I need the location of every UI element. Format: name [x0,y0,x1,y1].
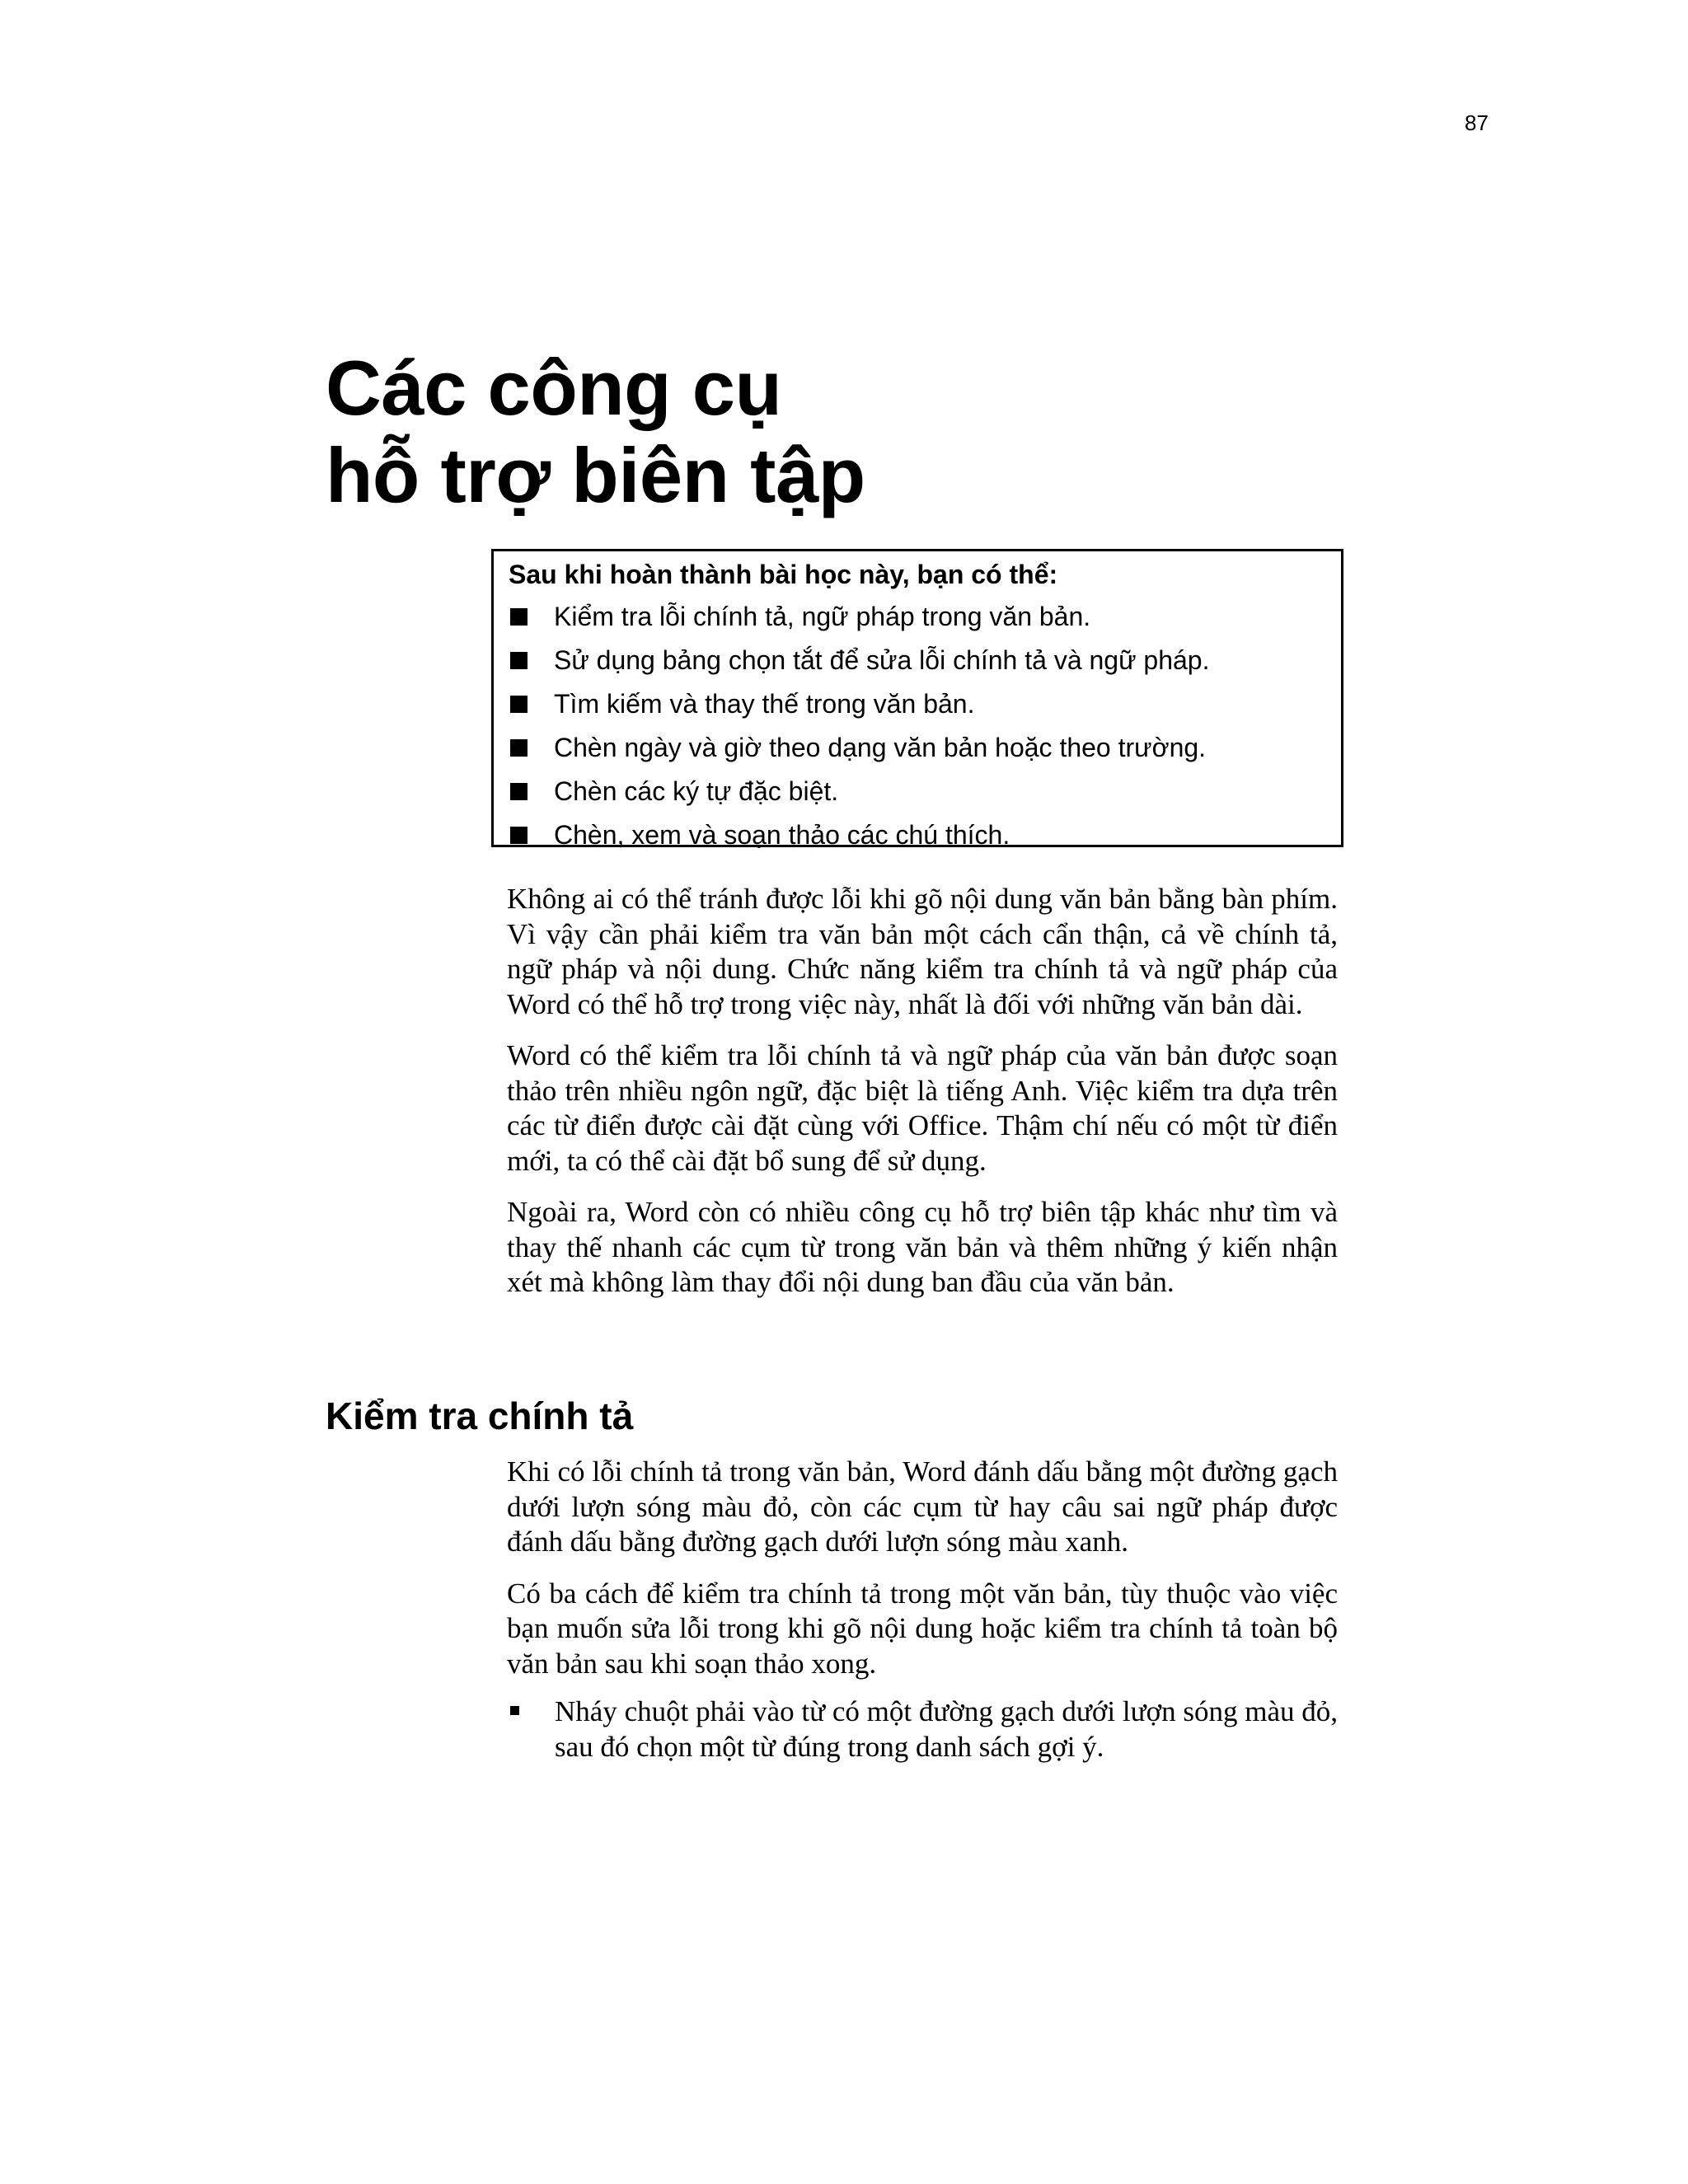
bullet-list [507,1694,1338,1765]
small-square-bullet-icon [510,1706,519,1715]
section-paragraph: Khi có lỗi chính tả trong văn bản, Word đánh dấu bằng một đường gạch dưới lượn sóng màu đỏ, còn các cụm từ hay câu sai ngữ pháp được đánh dấu bằng đường gạch dưới lượn sóng màu xanh. [507,1455,1338,1558]
square-bullet-icon [510,783,528,800]
objectives-list [509,595,1328,857]
list-item-text: Nháy chuột phải vào từ có một đường gạch dưới lượn sóng màu đỏ, sau đó chọn một từ đúng trong danh sách gợi ý. [555,1695,1338,1763]
objective-item [509,726,1328,770]
objective-text: Chèn các ký tự đặc biệt. [554,776,839,806]
objective-text: Chèn ngày và giờ theo dạng văn bản hoặc theo trường. [554,733,1207,762]
section-body [507,1455,1338,1765]
intro-section [507,882,1338,1301]
intro-paragraph: Word có thể kiểm tra lỗi chính tả và ngữ pháp của văn bản được soạn thảo trên nhiều ngôn ngữ, đặc biệt là tiếng Anh. Việc kiểm tra dựa trên các từ điển được cài đặt cùng với Office. Thậm chí nếu có một từ điển mới, ta có thể cài đặt bổ sung để sử dụng. [507,1039,1338,1177]
objective-item [509,682,1328,726]
objective-text: Tìm kiếm và thay thế trong văn bản. [554,689,975,719]
list-item [507,1694,1338,1765]
objectives-heading: Sau khi hoàn thành bài học này, bạn có thể: [509,560,1058,589]
square-bullet-icon [510,696,528,713]
square-bullet-icon [510,827,528,844]
section-heading: Kiểm tra chính tả [326,1394,634,1437]
objective-item [509,595,1328,639]
objective-item [509,639,1328,682]
chapter-title-line-1: Các công cụ [326,344,782,431]
objective-item [509,813,1328,857]
objective-text: Kiểm tra lỗi chính tả, ngữ pháp trong văn bản. [554,602,1091,631]
square-bullet-icon [510,652,528,669]
section-paragraph: Có ba cách để kiểm tra chính tả trong một văn bản, tùy thuộc vào việc bạn muốn sửa lỗi trong khi gõ nội dung hoặc kiểm tra chính tả toàn bộ văn bản sau khi soạn thảo xong. [507,1577,1338,1680]
chapter-title [326,344,865,519]
chapter-title-line-2: hỗ trợ biên tập [326,432,865,518]
objective-text: Chèn, xem và soạn thảo các chú thích. [554,820,1010,850]
page-number: 87 [1465,110,1489,135]
objective-item [509,770,1328,813]
learning-objectives-box [491,549,1343,850]
intro-paragraph: Ngoài ra, Word còn có nhiều công cụ hỗ trợ biên tập khác như tìm và thay thế nhanh các cụm từ trong văn bản và thêm những ý kiến nhận xét mà không làm thay đổi nội dung ban đầu của văn bản. [507,1196,1338,1298]
intro-paragraph: Không ai có thể tránh được lỗi khi gõ nội dung văn bản bằng bàn phím. Vì vậy cần phải kiểm tra văn bản một cách cẩn thận, cả về chính tả, ngữ pháp và nội dung. Chức năng kiểm tra chính tả và ngữ pháp của Word có thể hỗ trợ trong việc này, nhất là đối với những văn bản dài. [507,883,1338,1020]
square-bullet-icon [510,739,528,757]
objective-text: Sử dụng bảng chọn tắt để sửa lỗi chính tả và ngữ pháp. [554,645,1210,675]
square-bullet-icon [510,608,528,626]
